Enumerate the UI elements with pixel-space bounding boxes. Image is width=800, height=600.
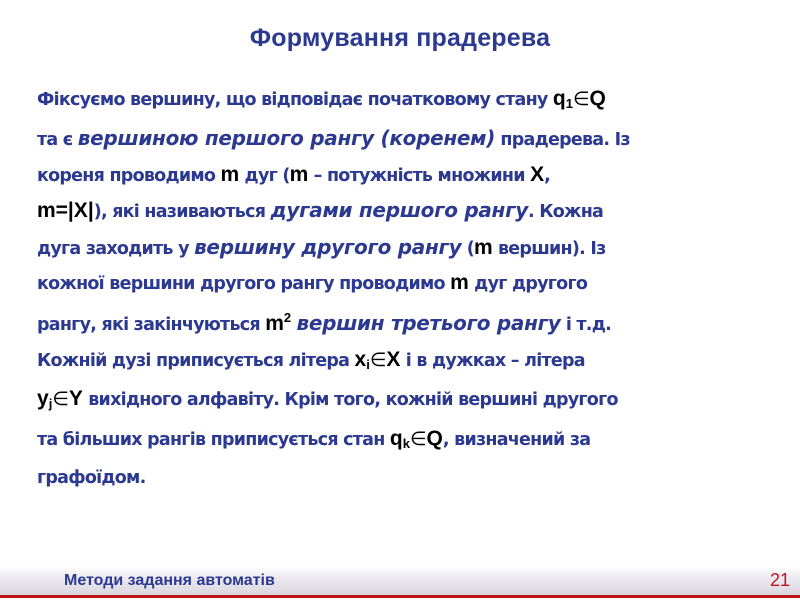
- math-symbol: m: [450, 271, 469, 295]
- body-text-run: дуг другого: [468, 274, 588, 295]
- body-text-run: вихідного алфавіту. Крім того, кожній вершині другого: [82, 390, 618, 411]
- math-symbol: m: [220, 162, 240, 186]
- body-text-run: дуга заходить у: [37, 238, 195, 259]
- superscript: 2: [283, 310, 292, 326]
- math-symbol: m=|X|: [37, 199, 94, 223]
- body-text-run: ,: [544, 165, 551, 186]
- body-text-run: ), які називаються: [93, 202, 271, 223]
- element-of-symbol: ∈: [369, 349, 387, 371]
- emphasized-term: вершин третього рангу: [296, 311, 561, 336]
- body-line: [37, 301, 777, 342]
- subscript: 1: [565, 96, 573, 111]
- body-text-run: Фіксуємо вершину, що відповідає початковому стану: [37, 90, 553, 110]
- body-line: [37, 82, 777, 121]
- body-text-run: (: [461, 238, 474, 259]
- body-text-run: прадерева. Із: [495, 130, 630, 151]
- math-symbol: m: [289, 162, 309, 186]
- body-text-run: та є: [37, 130, 78, 151]
- emphasized-term: вершиною першого рангу (коренем): [77, 126, 496, 151]
- body-text-run: графоїдом.: [37, 468, 146, 489]
- body-text-run: дуг (: [239, 165, 290, 186]
- body-text-run: , визначений за: [442, 429, 591, 450]
- body-line: [37, 343, 777, 382]
- subscript: k: [402, 435, 410, 451]
- body-line: [37, 121, 777, 157]
- body-text-run: – потужність множини: [308, 165, 531, 186]
- element-of-symbol: ∈: [572, 89, 590, 110]
- math-symbol: $x_i$: [354, 347, 370, 372]
- math-symbol: X: [530, 162, 545, 186]
- subscript: j: [48, 396, 53, 412]
- math-symbol: m: [473, 235, 493, 259]
- math-symbol: X: [386, 347, 401, 371]
- body-text-run: . Кожна: [527, 202, 604, 223]
- element-of-symbol: ∈: [52, 389, 69, 411]
- math-symbol: Y: [68, 387, 83, 411]
- math-symbol: $m^2$: [265, 310, 292, 336]
- subscript: i: [366, 356, 370, 372]
- body-text-run: і в дужках – літера: [400, 350, 585, 371]
- slide-title: Формування прадерева: [249, 24, 551, 52]
- footer-divider-line: [0, 595, 800, 598]
- slide-footer: [0, 566, 800, 600]
- body-line: [37, 230, 777, 266]
- emphasized-term: вершину другого рангу: [194, 234, 462, 259]
- body-text-run: Кожній дузі приписується літера: [37, 350, 355, 371]
- math-symbol: Q: [589, 87, 606, 110]
- body-text-run: та більших рангів приписується стан: [37, 429, 390, 450]
- body-text-run: вершин). Із: [492, 238, 606, 259]
- math-symbol: $y_j$: [37, 387, 53, 412]
- footer-section-title: Методи задання автоматів: [64, 572, 275, 589]
- page-number: 21: [769, 570, 790, 590]
- body-text-run: рангу, які закінчуються: [37, 315, 266, 336]
- body-line: [37, 382, 777, 421]
- body-line: [37, 158, 777, 193]
- body-line: [37, 266, 777, 301]
- body-line: [37, 193, 777, 229]
- body-text-run: і т.д.: [560, 315, 611, 336]
- math-symbol: $q_1$: [552, 87, 573, 111]
- body-line: [37, 422, 777, 461]
- body-text-run: кореня проводимо: [37, 165, 221, 186]
- math-symbol: Q: [426, 426, 443, 450]
- element-of-symbol: ∈: [409, 428, 427, 450]
- emphasized-term: дугами першого рангу: [270, 198, 528, 223]
- math-symbol: $q_k$: [389, 426, 410, 451]
- body-text-run: кожної вершини другого рангу проводимо: [37, 274, 451, 295]
- slide-body-text: [37, 82, 777, 495]
- body-line: [37, 461, 777, 495]
